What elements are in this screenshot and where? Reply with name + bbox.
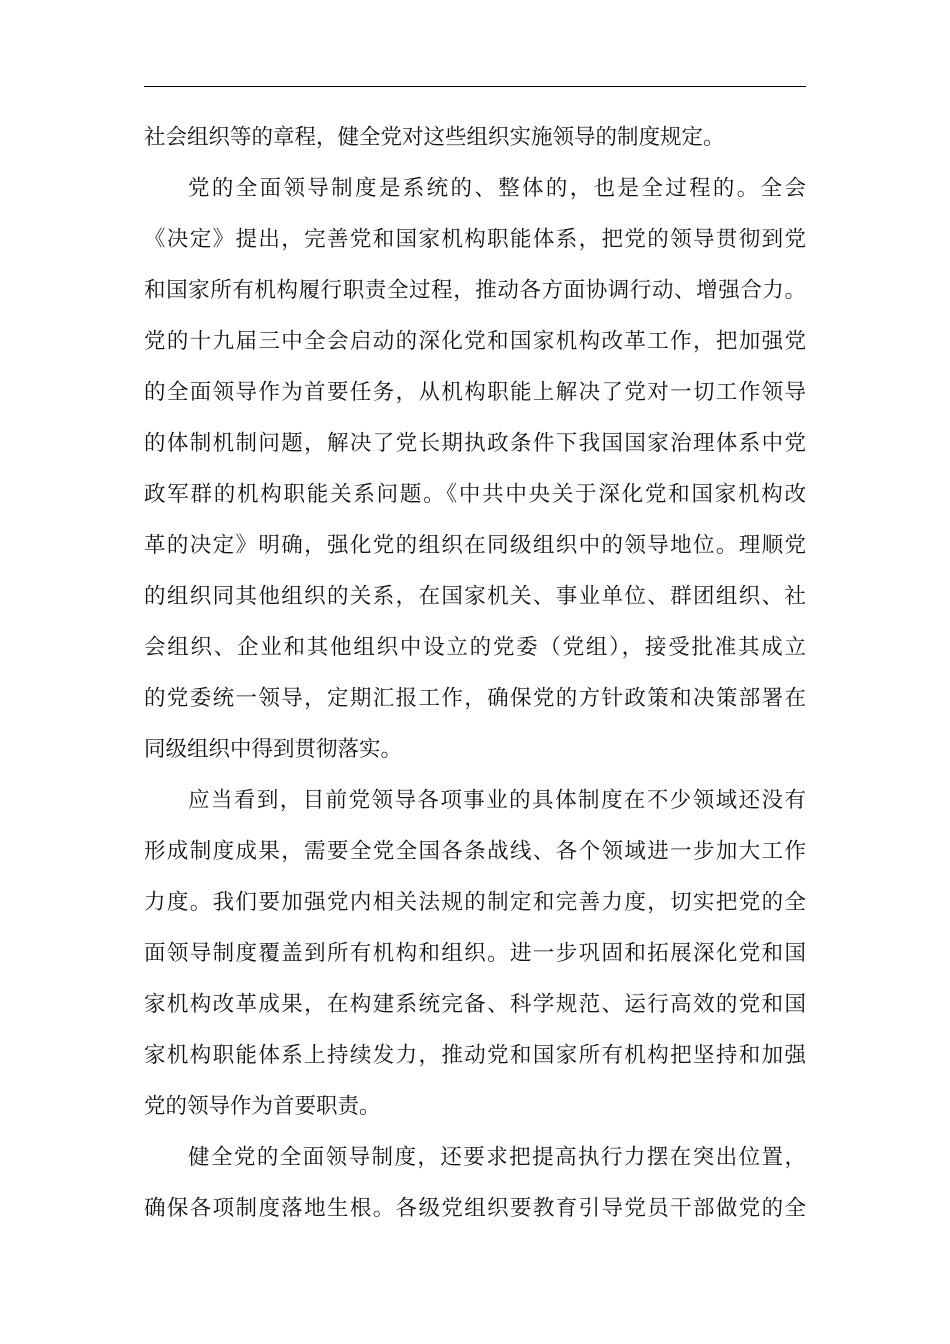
text-line: 的组织同其他组织的关系，在国家机关、事业单位、群团组织、社 [144, 584, 806, 609]
text-line: 家机构改革成果，在构建系统完备、科学规范、运行高效的党和国 [144, 992, 806, 1017]
text-line: 党的领导作为首要职责。 [144, 1094, 381, 1119]
text-line: 确保各项制度落地生根。各级党组织要教育引导党员干部做党的全 [144, 1196, 806, 1221]
text-line: 同级组织中得到贯彻落实。 [144, 737, 403, 762]
text-line: 社会组织等的章程，健全党对这些组织实施领导的制度规定。 [144, 125, 725, 150]
text-line: 力度。我们要加强党内相关法规的制定和完善力度，切实把党的全 [144, 890, 806, 915]
text-line: 党的全面领导制度是系统的、整体的，也是全过程的。全会 [188, 176, 806, 201]
text-line: 家机构职能体系上持续发力，推动党和国家所有机构把坚持和加强 [144, 1043, 806, 1068]
text-line: 的全面领导作为首要任务，从机构职能上解决了党对一切工作领导 [144, 380, 806, 405]
text-line: 《决定》提出，完善党和国家机构职能体系，把党的领导贯彻到党 [144, 227, 806, 252]
text-line: 形成制度成果，需要全党全国各条战线、各个领域进一步加大工作 [144, 839, 806, 864]
text-line: 应当看到，目前党领导各项事业的具体制度在不少领域还没有 [188, 788, 806, 813]
text-line: 健全党的全面领导制度，还要求把提高执行力摆在突出位置， [188, 1145, 806, 1170]
body-text [144, 112, 806, 1234]
text-line: 会组织、企业和其他组织中设立的党委（党组），接受批准其成立 [144, 635, 806, 660]
text-line: 革的决定》明确，强化党的组织在同级组织中的领导地位。理顺党 [144, 533, 806, 558]
header-rule [144, 86, 806, 87]
text-line: 的体制机制问题，解决了党长期执政条件下我国国家治理体系中党 [144, 431, 806, 456]
text-line: 政军群的机构职能关系问题。《中共中央关于深化党和国家机构改 [144, 482, 806, 507]
text-line: 面领导制度覆盖到所有机构和组织。进一步巩固和拓展深化党和国 [144, 941, 806, 966]
text-line: 党的十九届三中全会启动的深化党和国家机构改革工作，把加强党 [144, 329, 806, 354]
text-line: 的党委统一领导，定期汇报工作，确保党的方针政策和决策部署在 [144, 686, 806, 711]
text-line: 和国家所有机构履行职责全过程，推动各方面协调行动、增强合力。 [144, 278, 806, 303]
